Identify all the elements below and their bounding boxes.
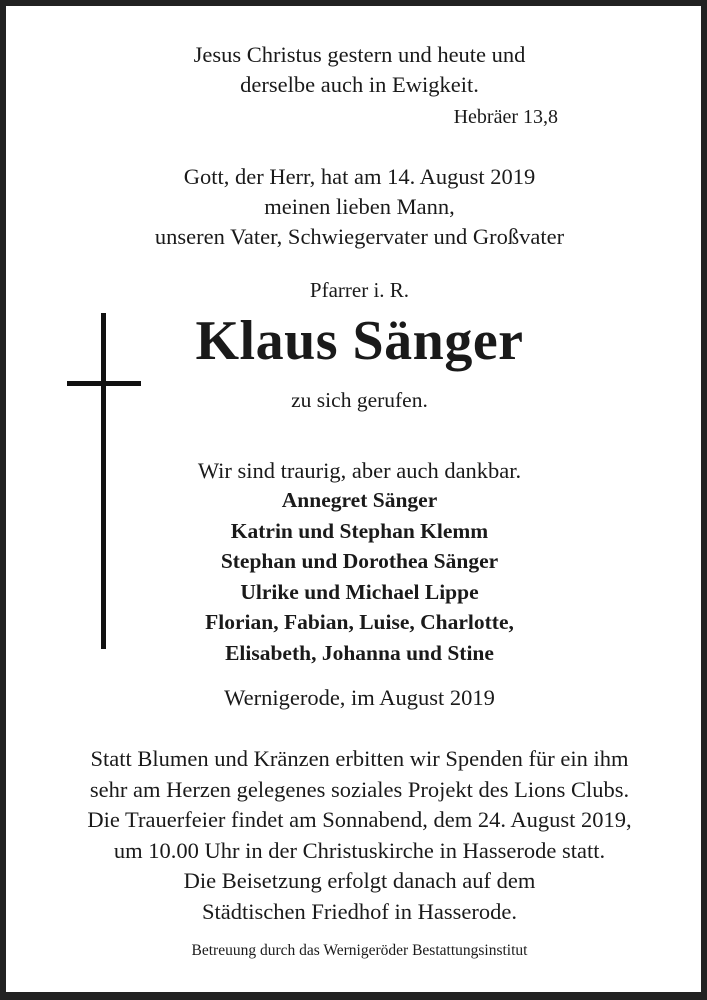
announcement-line-1: Gott, der Herr, hat am 14. August 2019 bbox=[183, 164, 536, 189]
notice-line: Statt Blumen und Kränzen erbitten wir Spenden für ein ihm bbox=[90, 746, 629, 771]
notice-line: Städtischen Friedhof in Hasserode. bbox=[202, 898, 517, 924]
mourner-name: Ulrike und Michael Lippe bbox=[240, 579, 479, 604]
called-text: zu sich gerufen. bbox=[291, 388, 428, 412]
mourning-statement: Wir sind traurig, aber auch dankbar. bbox=[197, 458, 522, 483]
place-date: Wernigerode, im August 2019 bbox=[224, 685, 495, 710]
mourner-name: Katrin und Stephan Klemm bbox=[230, 518, 489, 543]
funeral-home-credit: Betreuung durch das Wernigeröder Bestattungsinstitut bbox=[191, 942, 528, 959]
bible-verse bbox=[6, 40, 707, 100]
mourner-name: Florian, Fabian, Luise, Charlotte, bbox=[205, 610, 514, 634]
verse-line-1: Jesus Christus gestern und heute und bbox=[193, 42, 526, 67]
deceased-title: Pfarrer i. R. bbox=[309, 278, 410, 302]
notice-line: Die Trauerfeier findet am Sonnabend, dem 24. August 2019, bbox=[87, 807, 632, 833]
mourner-name: Annegret Sänger bbox=[281, 488, 438, 512]
notice-line: Die Beisetzung erfolgt danach auf dem bbox=[183, 868, 536, 894]
deceased-name: Klaus Sänger bbox=[195, 310, 524, 372]
cross-icon-bar bbox=[67, 381, 141, 386]
mourner-name: Elisabeth, Johanna und Stine bbox=[225, 640, 494, 665]
notice-line: sehr am Herzen gelegenes soziales Projekt des Lions Clubs. bbox=[89, 776, 630, 802]
announcement-line-2: meinen lieben Mann, bbox=[264, 194, 455, 219]
funeral-notice bbox=[6, 744, 707, 928]
notice-line: um 10.00 Uhr in der Christuskirche in Hasserode statt. bbox=[113, 837, 606, 863]
mourners-list bbox=[6, 485, 707, 668]
death-announcement bbox=[6, 162, 707, 252]
verse-reference: Hebräer 13,8 bbox=[453, 106, 558, 128]
mourner-name: Stephan und Dorothea Sänger bbox=[220, 549, 499, 573]
announcement-line-3: unseren Vater, Schwiegervater und Großvater bbox=[154, 224, 565, 249]
verse-line-2: derselbe auch in Ewigkeit. bbox=[240, 72, 479, 97]
